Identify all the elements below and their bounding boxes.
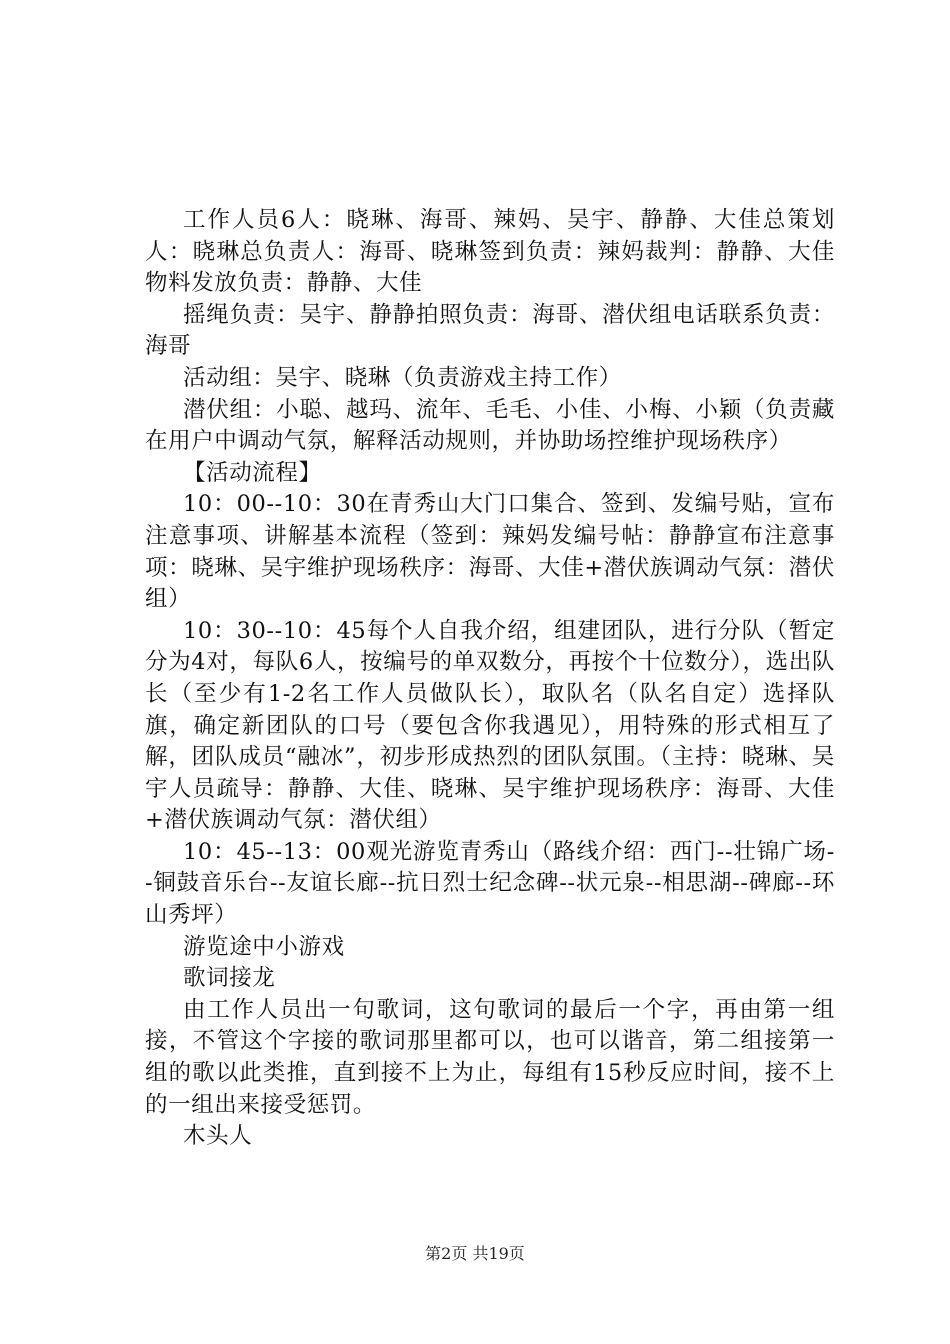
paragraph-lyrics-relay-title: 歌词接龙 <box>183 965 276 992</box>
section-heading-activity-flow: 【活动流程】 <box>183 459 322 486</box>
paragraph-schedule-1000: 10：00--10：30在青秀山大门口集合、签到、发编号贴，宣布注意事项、讲解基本流程（签到：辣妈发编号帖：静静宣布注意事项：晓琳、吴宇维护现场秩序：海哥、大佳+潜伏族调动气氛：潜伏组） <box>145 491 835 613</box>
paragraph-schedule-1045: 10：45--13：00观光游览青秀山（路线介绍：西门--壮锦广场--铜鼓音乐台--友谊长廊--抗日烈士纪念碑--状元泉--相思湖--碑廊--环山秀坪） <box>145 838 835 929</box>
paragraph-activity-group: 活动组：吴宇、晓琳（负责游戏主持工作） <box>183 364 622 391</box>
paragraph-undercover-group: 潜伏组：小聪、越玛、流年、毛毛、小佳、小梅、小颖（负责藏在用户中调动气氛，解释活动规则，并协助场控维护现场秩序） <box>145 396 835 455</box>
page-footer: 第2页 共19页 <box>425 1244 525 1263</box>
paragraph-rope-photo: 摇绳负责：吴宇、静静拍照负责：海哥、潜伏组电话联系负责：海哥 <box>145 301 835 360</box>
paragraph-lyrics-relay-rules: 由工作人员出一句歌词，这句歌词的最后一个字，再由第一组接，不管这个字接的歌词那里都可以，也可以谐音，第二组接第一组的歌以此类推，直到接不上为止，每组有15秒反应时间，接不上的一组出来接受惩罚。 <box>145 996 835 1118</box>
paragraph-mini-games: 游览途中小游戏 <box>183 933 345 960</box>
paragraph-schedule-1030: 10：30--10：45每个人自我介绍，组建团队，进行分队（暂定分为4对，每队6人，按编号的单双数分，再按个十位数分），选出队长（至少有1-2名工作人员做队长），取队名（队名自定）选择队旗，确定新团队的口号（要包含你我遇见），用特殊的形式相互了解，团队成员“融冰”，初步形成热烈的团队氛围。（主持：晓琳、吴宇人员疏导：静静、大佳、晓琳、吴宇维护现场秩序：海哥、大佳+潜伏族调动气氛：潜伏组） <box>145 617 835 834</box>
document-body <box>145 205 835 1153</box>
paragraph-wooden-man: 木头人 <box>183 1123 253 1150</box>
paragraph-staff: 工作人员6人：晓琳、海哥、辣妈、吴宇、静静、大佳总策划人：晓琳总负责人：海哥、晓琳签到负责：辣妈裁判：静静、大佳物料发放负责：静静、大佳 <box>145 207 835 297</box>
